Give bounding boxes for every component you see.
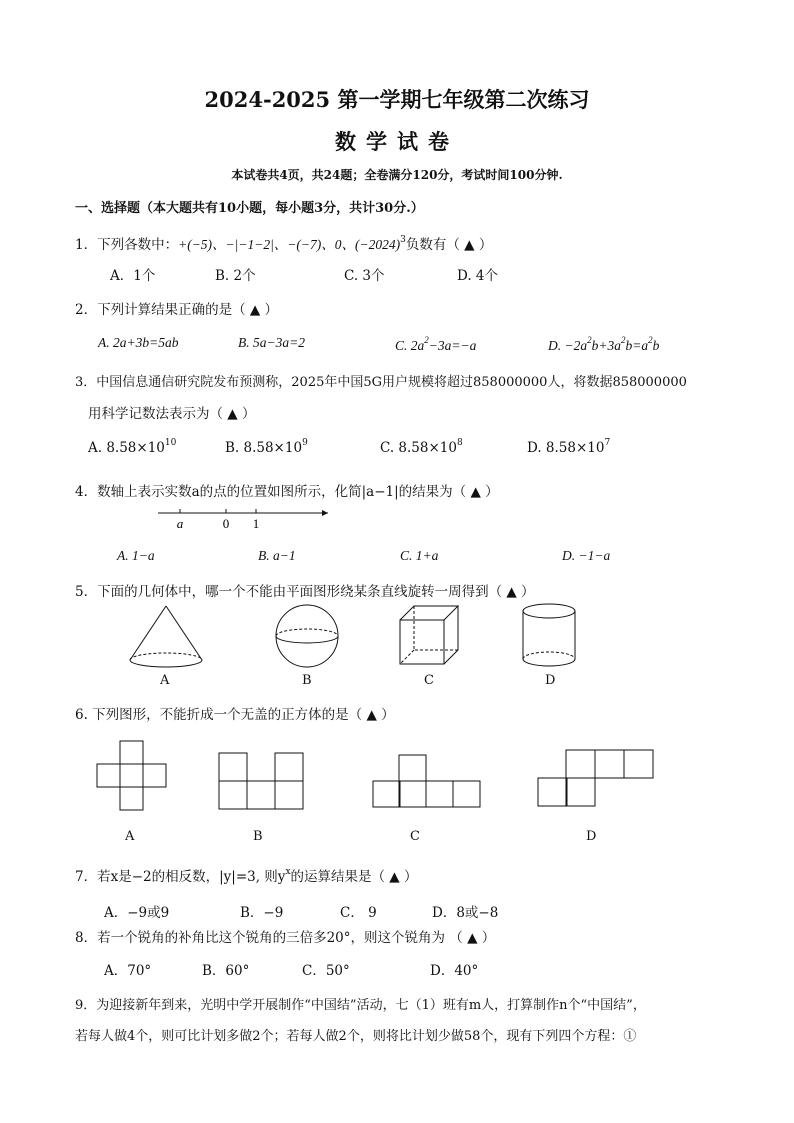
q7-option-c: C． 9	[340, 905, 377, 921]
q2-option-d: D. $-2a^2b+3a^2b=a^2b$	[548, 335, 660, 353]
question-7: 7．若x是−2的相反数，|y|=3, 则$y^x$的运算结果是（ ▲ ）	[75, 867, 418, 885]
number-line-figure	[158, 502, 338, 532]
q5-label-b: B	[302, 673, 312, 688]
question-4: 4．数轴上表示实数a的点的位置如图所示，化简|a−1|的结果为（ ▲ ）	[75, 484, 499, 500]
q2-option-c: C. $2a^2-3a=-a$	[395, 335, 477, 353]
question-8: 8．若一个锐角的补角比这个锐角的三倍多20°，则这个锐角为 （ ▲ ）	[75, 930, 496, 946]
question-3-line2: 用科学记数法表示为（ ▲ ）	[88, 406, 256, 422]
q6-label-c: C	[410, 829, 420, 844]
page-subtitle: 数学试卷	[335, 129, 459, 154]
net-b	[218, 752, 308, 812]
question-1: 1．下列各数中：+(−5)、−|−1−2|、−(−7)、0、$(-2024)^3$负数有（ ▲ ）	[75, 235, 493, 253]
number-line-arrow	[322, 510, 328, 516]
section-heading: 一、选择题（本大题共有10小题，每小题3分，共计30分.）	[75, 201, 424, 216]
exam-note: 本试卷共4页，共24题；全卷满分120分，考试时间100分钟.	[231, 168, 563, 182]
page-title: 2024-2025 第一学期七年级第二次练习	[204, 87, 590, 112]
q2-option-a: A. 2a+3b=5ab	[98, 335, 179, 350]
question-3-line1: 3．中国信息通信研究院发布预测称，2025年中国5G用户规模将超过858000000人，将数据858000000	[75, 375, 687, 390]
q3-option-a: A. $8.58\times 10^{10}$	[88, 438, 177, 456]
q4-option-b: B. a−1	[258, 548, 296, 563]
question-5: 5．下面的几何体中，哪一个不能由平面图形绕某条直线旋转一周得到（ ▲ ）	[75, 584, 535, 600]
q8-option-a: A．70°	[104, 963, 152, 979]
q1-option-d: D. 4个	[457, 268, 499, 284]
net-a	[96, 740, 186, 830]
cylinder-figure	[520, 602, 578, 668]
q8-option-d: D．40°	[430, 963, 479, 979]
q2-option-b: B. 5a−3a=2	[238, 335, 305, 350]
q3-option-d: D. $8.58\times 10^7$	[527, 438, 611, 456]
q4-option-a: A. 1−a	[117, 548, 155, 563]
q3-option-c: C. $8.58\times 10^8$	[380, 438, 463, 456]
net-c	[372, 754, 484, 810]
net-d	[537, 749, 657, 809]
label-a: a	[176, 516, 184, 531]
q1-option-a: A．1个	[110, 268, 156, 284]
q7-option-d: D．8或−8	[432, 905, 499, 921]
q7-option-b: B．−9	[240, 905, 284, 921]
q3-option-b: B. $8.58\times 10^9$	[225, 438, 308, 456]
question-9-line2: 若每人做4个，则可比计划多做2个；若每人做2个，则将比计划少做58个，现有下列四个方程：①	[75, 1029, 637, 1044]
label-1: 1	[252, 516, 260, 531]
question-6: 6. 下列图形，不能折成一个无盖的正方体的是（ ▲ ）	[75, 707, 395, 723]
q6-label-a: A	[125, 829, 135, 844]
q5-label-d: D	[545, 673, 556, 688]
q6-label-d: D	[586, 829, 597, 844]
q4-option-d: D. −1−a	[562, 548, 611, 563]
question-2: 2．下列计算结果正确的是（ ▲ ）	[75, 302, 279, 318]
label-0: 0	[222, 516, 230, 531]
q5-label-c: C	[424, 673, 434, 688]
q8-option-b: B．60°	[202, 963, 250, 979]
q4-option-c: C. 1+a	[400, 548, 439, 563]
q1-expression: +(−5)、−|−1−2|、−(−7)、0、(−2024)	[178, 237, 401, 252]
q8-option-c: C．50°	[302, 963, 350, 979]
question-9-line1: 9．为迎接新年到来，光明中学开展制作“中国结”活动，七（1）班有m人，打算制作n个“中国结”，	[75, 998, 646, 1013]
q6-label-b: B	[253, 829, 263, 844]
q1-option-b: B. 2个	[215, 268, 256, 284]
sphere-figure	[274, 603, 340, 669]
q1-option-c: C. 3个	[344, 268, 385, 284]
q5-label-a: A	[160, 673, 170, 688]
q7-option-a: A．−9或9	[104, 905, 170, 921]
cone-figure	[126, 604, 206, 668]
cube-figure	[398, 604, 460, 666]
